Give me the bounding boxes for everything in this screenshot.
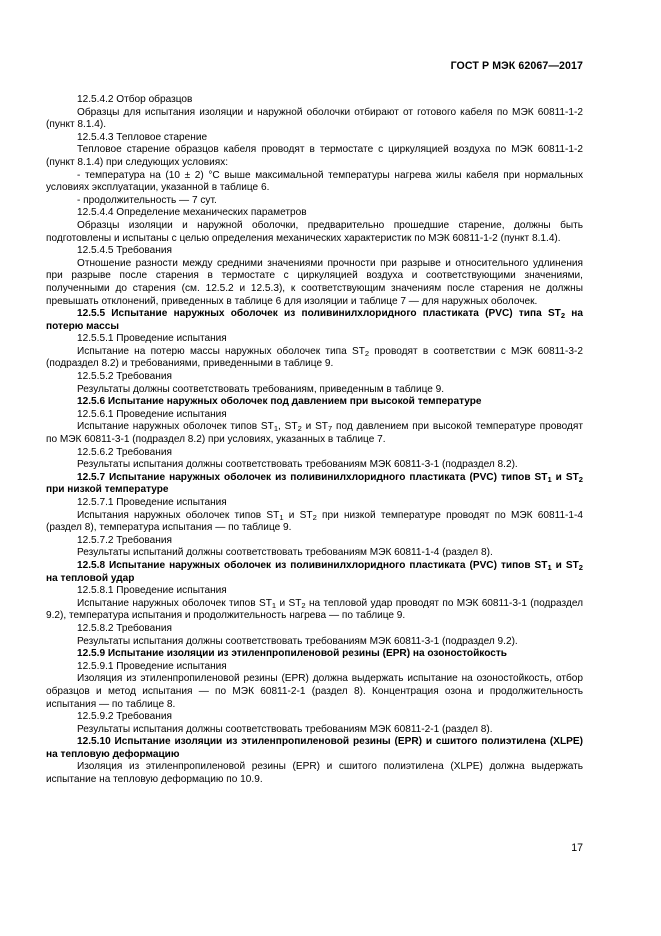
clause-heading: 12.5.9 Испытание изоляции из этиленпропиленовой резины (EPR) на озоностойкость bbox=[77, 648, 507, 660]
body-paragraph: Изоляция из этиленпропиленовой резины (EPR) должна выдержать испытание на озоностойкость, отбор образцов и метод испытания — по МЭК 60811-2-1 (раздел 8). Концентрация озона и продолжительность испытания — по таблице 8. bbox=[46, 673, 583, 710]
body-paragraph: Тепловое старение образцов кабеля проводят в термостате с циркуляцией воздуха по МЭК 60811-1-2 (пункт 8.1.4) при следующих условиях: bbox=[46, 144, 583, 168]
subclause-heading: 12.5.4.4 Определение механических параметров bbox=[77, 207, 307, 219]
clause-heading: 12.5.7 Испытание наружных оболочек из поливинилхлоридного пластиката (PVC) типов $ST_1$ и $ST_2$ при низкой температуре bbox=[46, 471, 583, 496]
body-paragraph: Испытания наружных оболочек типов $ST_1$ и $ST_2$ при низкой температуре проводят по МЭК 60811-1-4 (раздел 8), температура испытания — по таблице 9. bbox=[46, 509, 584, 534]
subclause-heading: 12.5.7.1 Проведение испытания bbox=[77, 497, 227, 508]
subclause-heading: 12.5.8.2 Требования bbox=[77, 622, 172, 634]
subclause-heading: 12.5.6.2 Требования bbox=[77, 446, 172, 458]
subclause-heading: 12.5.6.1 Проведение испытания bbox=[77, 408, 227, 420]
clause-heading: 12.5.5 Испытание наружных оболочек из поливинилхлоридного пластиката (PVC) типа $ST_2$ на потерю массы bbox=[46, 308, 584, 332]
body-paragraph: Испытание на потерю массы наружных оболочек типа $ST_2$ проводят в соответствии с МЭК 60811-3-2 (подраздел 8.2) и требованиями, приведенными в таблице 9. bbox=[46, 345, 583, 370]
body-paragraph: Результаты испытаний должны соответствовать требованиям МЭК 60811-1-4 (раздел 8). bbox=[77, 547, 493, 559]
subclause-heading: 12.5.5.1 Проведение испытания bbox=[77, 333, 227, 345]
clause-heading: 12.5.6 Испытание наружных оболочек под давлением при высокой температуре bbox=[77, 396, 482, 408]
body-paragraph: Отношение разности между средними значениями прочности при разрыве и относительного удлинения при разрыве после старения в термостате с циркуляцией воздуха и соответствующими значениями, полученными до старения (см. 12.5.2 и 12.5.3), к соответствующим значениям после старения не должны превышать отклонений, приведенных в таблице 6 для изоляции и таблице 7 — для наружных оболочек. bbox=[46, 257, 583, 307]
body-paragraph: Изоляция из этиленпропиленовой резины (EPR) и сшитого полиэтилена (XLPE) должна выдержать испытание на тепловую деформацию по 10.9. bbox=[46, 761, 583, 786]
subclause-heading: 12.5.4.2 Отбор образцов bbox=[77, 94, 193, 105]
body-paragraph: Образцы изоляции и наружной оболочки, предварительно прошедшие старение, должны быть подготовлены и испытаны с целью определения механических характеристик по МЭК 60811-1-2 (пункт 8.1.4). bbox=[46, 219, 583, 244]
clause-heading: 12.5.10 Испытание изоляции из этиленпропиленовой резины (EPR) и сшитого полиэтилена (XLPE) на тепловую деформацию bbox=[46, 736, 583, 760]
subclause-heading: 12.5.9.1 Проведение испытания bbox=[77, 660, 227, 672]
subclause-heading: 12.5.8.1 Проведение испытания bbox=[77, 585, 227, 597]
subclause-heading: 12.5.4.5 Требования bbox=[77, 245, 172, 257]
body-paragraph: Результаты испытания должны соответствовать требованиям МЭК 60811-3-1 (подраздел 9.2). bbox=[77, 635, 518, 647]
body-paragraph: Результаты должны соответствовать требованиям, приведенным в таблице 9. bbox=[77, 383, 445, 395]
body-paragraph: Испытание наружных оболочек типов $ST_1$ и $ST_2$ на тепловой удар проводят по МЭК 60811-3-1 (подраздел 9.2), температура испытания и продолжительность нагрева — по таблице 9. bbox=[46, 597, 583, 622]
body-paragraph: Результаты испытания должны соответствовать требованиям МЭК 60811-2-1 (раздел 8). bbox=[77, 723, 493, 735]
subclause-heading: 12.5.7.2 Требования bbox=[77, 534, 172, 546]
document-body bbox=[46, 94, 583, 787]
body-paragraph: Результаты испытания должны соответствовать требованиям МЭК 60811-3-1 (подраздел 8.2). bbox=[77, 459, 518, 471]
page-number: 17 bbox=[571, 842, 583, 854]
document-header: ГОСТ Р МЭК 62067—2017 bbox=[450, 60, 583, 72]
list-item: - продолжительность — 7 сут. bbox=[77, 194, 217, 206]
list-item: - температура на (10 ± 2) °С выше максимальной температуры нагрева жилы кабеля при нормальных условиях эксплуатации, указанной в таблице 6. bbox=[46, 169, 583, 194]
body-paragraph: Образцы для испытания изоляции и наружной оболочки отбирают от готового кабеля по МЭК 60811-1-2 (пункт 8.1.4). bbox=[46, 106, 583, 131]
subclause-heading: 12.5.9.2 Требования bbox=[77, 711, 172, 723]
body-paragraph: Испытание наружных оболочек типов $ST_1$, $ST_2$ и $ST_7$ под давлением при высокой температуре проводят по МЭК 60811-3-1 (подраздел 8.2) при условиях, указанных в таблице 7. bbox=[46, 421, 583, 446]
subclause-heading: 12.5.5.2 Требования bbox=[77, 371, 172, 383]
clause-heading: 12.5.8 Испытание наружных оболочек из поливинилхлоридного пластиката (PVC) типов $ST_1$ и $ST_2$ на тепловой удар bbox=[46, 559, 583, 584]
subclause-heading: 12.5.4.3 Тепловое старение bbox=[77, 131, 208, 143]
